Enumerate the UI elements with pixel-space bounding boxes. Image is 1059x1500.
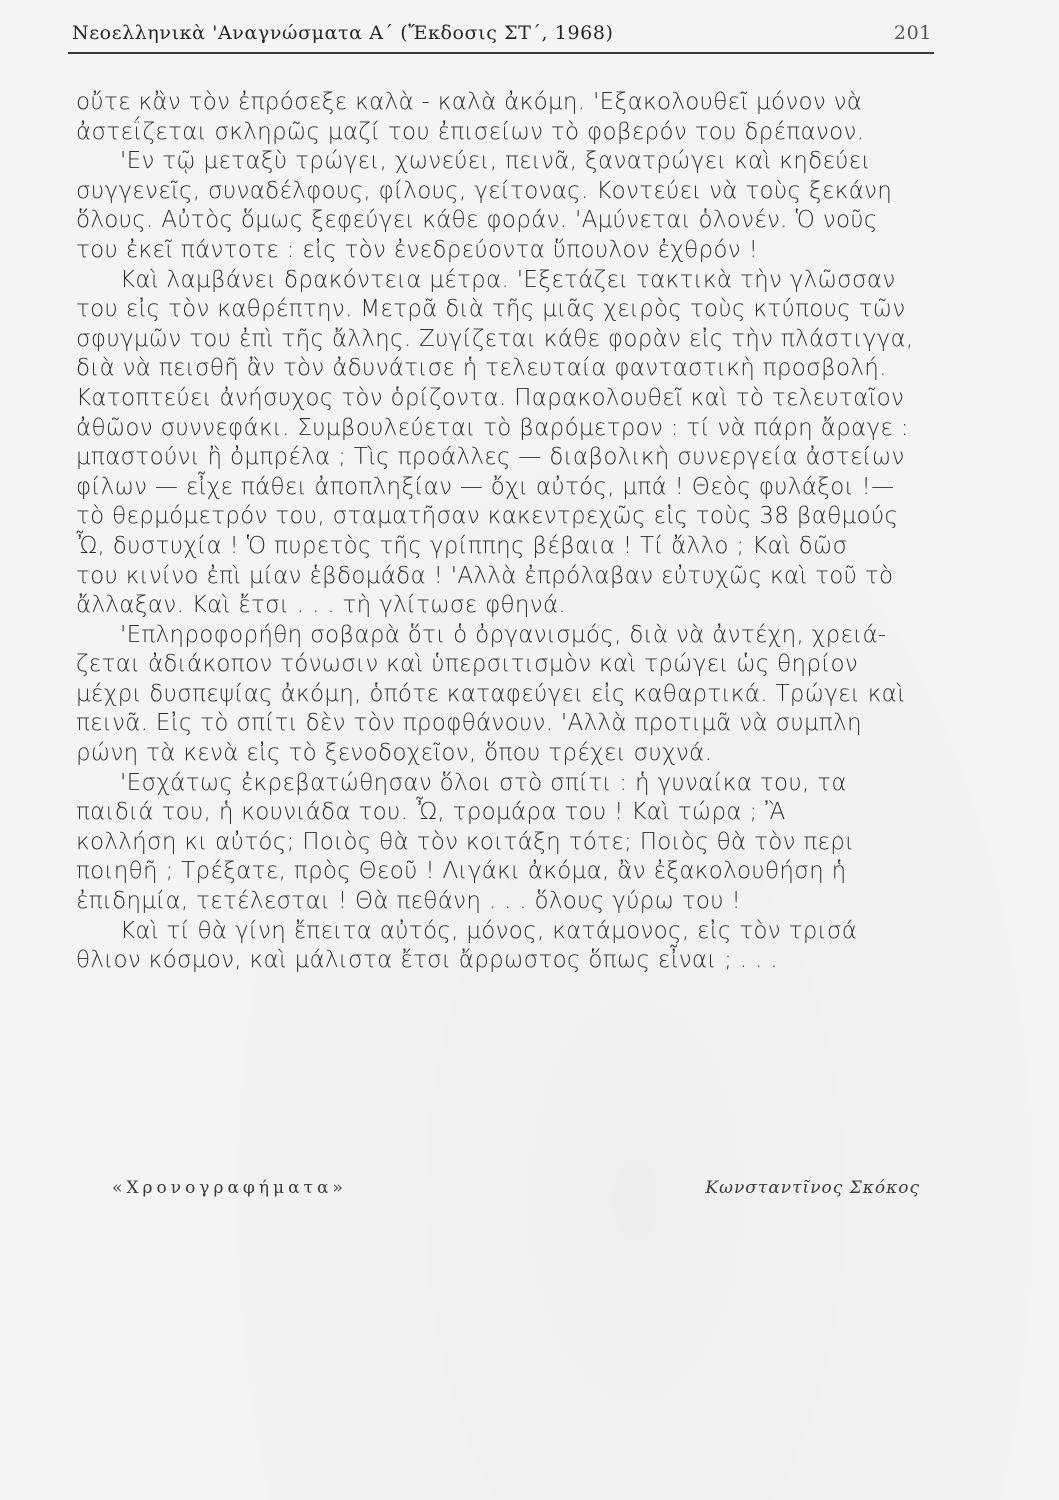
text-line: 'Επληροφορήθη σοβαρὰ ὅτι ὁ ὀργανισμός, διὰ νὰ ἀντέχη, χρειά- [120,621,887,648]
source-title: «Χρονογραφήματα» [112,1178,347,1198]
text-line: Καὶ τί θὰ γίνη ἔπειτα αὐτός, μόνος, κατάμονος, εἰς τὸν τρισά [120,917,858,944]
text-line: 'Εν τῷ μεταξὺ τρώγει, χωνεύει, πεινᾶ, ξανατρώγει καὶ κηδεύει [120,148,871,175]
text-line: οὔτε κἂν τὸν ἐπρόσεξε καλὰ - καλὰ ἀκόμη. 'Εξακολουθεῖ μόνον νὰ [76,89,863,115]
text-line: ὅλους. Αὐτὸς ὅμως ξεφεύγει κάθε φοράν. 'Αμύνεται ὁλονέν. Ὁ νοῦς [76,207,878,234]
text-line: Ὦ, δυστυχία ! Ὁ πυρετὸς τῆς γρίππης βέβαια ! Τί ἄλλο ; Καὶ δῶσ [76,532,848,559]
running-title: Νεοελληνικὰ 'Αναγνώσματα Α΄ (Ἔκδοσις ΣΤ΄, 1968) [72,22,614,44]
header-rule [68,52,934,54]
text-line: Κατοπτεύει ἀνήσυχος τὸν ὁρίζοντα. Παρακολουθεῖ καὶ τὸ τελευταῖον [76,384,905,411]
page-number: 201 [893,22,932,44]
text-line: μπαστούνι ἢ ὀμπρέλα ; Τὶς προάλλες — διαβολικὴ συνεργεία ἀστείων [76,444,905,471]
text-line: ποιηθῆ ; Τρέξατε, πρὸς Θεοῦ ! Λιγάκι ἀκόμα, ἂν ἐξακολουθήση ἡ [76,858,847,885]
text-line: συγγενεῖς, συναδέλφους, φίλους, γείτονας. Κοντεύει νὰ τοὺς ξεκάνη [76,177,893,204]
text-line: μέχρι δυσπεψίας ἀκόμη, ὁπότε καταφεύγει εἰς καθαρτικά. Τρώγει καὶ [76,680,906,707]
text-line: ἄλλαξαν. Καὶ ἔτσι . . . τὴ γλίτωσε φθηνά. [76,592,567,619]
text-line: πεινᾶ. Εἰς τὸ σπίτι δὲν τὸν προφθάνουν. 'Αλλὰ προτιμᾶ νὰ συμπλη [76,710,862,737]
source-attribution [112,1178,920,1204]
text-line: θλιον κόσμον, καὶ μάλιστα ἔτσι ἄρρωστος ὅπως εἶναι ; . . . [76,947,778,974]
text-line: του ἐκεῖ πάντοτε : εἰς τὸν ἐνεδρεύοντα ὕπουλον ἐχθρόν ! [76,236,759,263]
text-line: ἐπιδημία, τετέλεσται ! Θὰ πεθάνη . . . ὅλους γύρω του ! [76,888,742,915]
running-header [72,20,932,48]
text-line: του εἰς τὸν καθρέπτην. Μετρᾶ διὰ τῆς μιᾶς χειρὸς τοὺς κτύπους τῶν [76,296,906,323]
text-line: φίλων — εἶχε πάθει ἀποπληξίαν — ὄχι αὐτός, μπά ! Θεὸς φυλάξοι !— [76,473,895,500]
author-name: Κωνσταντῖνος Σκόκος [705,1178,920,1198]
text-line: παιδιά του, ἡ κουνιάδα του. Ὦ, τρομάρα του ! Καὶ τώρα ; Ἂ [76,799,786,826]
text-line: 'Εσχάτως ἐκρεβατώθησαν ὅλοι στὸ σπίτι : ἡ γυναίκα του, τα [120,769,847,796]
text-line: διὰ νὰ πεισθῆ ἂν τὸν ἀδυνάτισε ἡ τελευταία φανταστικὴ προσβολή. [76,355,887,382]
text-line: τὸ θερμόμετρόν του, σταματῆσαν κακεντρεχῶς εἰς τοὺς 38 βαθμούς [76,503,899,530]
text-line: κολλήση κι αὐτός; Ποιὸς θὰ τὸν κοιτάξη τότε; Ποιὸς θὰ τὸν περι [76,828,855,855]
text-line: Καὶ λαμβάνει δρακόντεια μέτρα. 'Εξετάζει τακτικὰ τὴν γλῶσσαν [120,266,896,293]
text-line: ζεται ἀδιάκοπον τόνωσιν καὶ ὑπερσιτισμὸν καὶ τρώγει ὡς θηρίον [76,651,859,678]
text-line: σφυγμῶν του ἐπὶ τῆς ἄλλης. Ζυγίζεται κάθε φορὰν εἰς τὴν πλάστιγγα, [76,325,914,352]
essay-body [76,88,936,976]
text-line: ἀθῶον συννεφάκι. Συμβουλεύεται τὸ βαρόμετρον : τί νὰ πάρη ἄραγε : [76,414,909,441]
text-line: ρώνη τὰ κενὰ εἰς τὸ ξενοδοχεῖον, ὅπου τρέχει συχνά. [76,740,713,767]
text-line: του κινίνο ἐπὶ μίαν ἑβδομάδα ! 'Αλλὰ ἐπρόλαβαν εὐτυχῶς καὶ τοῦ τὸ [76,562,894,589]
text-line: ἀστεΐζεται σκληρῶς μαζί του ἐπισείων τὸ φοβερόν του δρέπανον. [76,118,865,145]
